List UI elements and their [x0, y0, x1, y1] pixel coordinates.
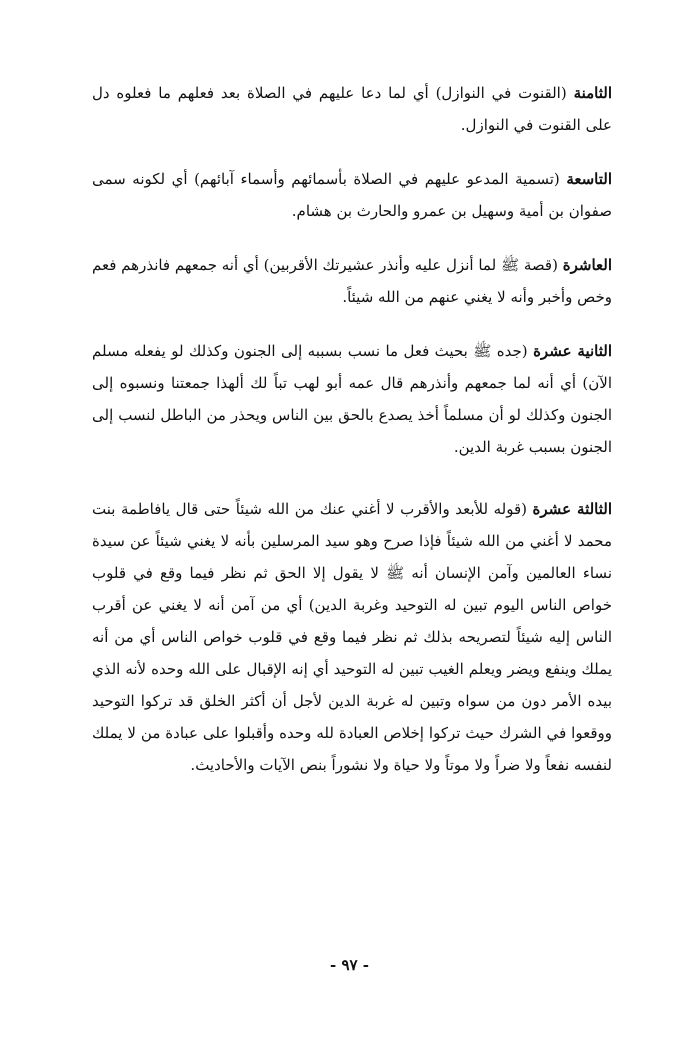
paragraph-tenth: [92, 249, 612, 313]
paragraph-body: (تسمية المدعو عليهم في الصلاة بأسمائهم وأسماء آبائهم) أي لكونه سمى صفوان بن أمية وسهيل بن عمرو والحارث بن هشام.: [92, 170, 612, 220]
paragraph-heading: التاسعة: [566, 170, 612, 188]
paragraph-heading: الثانية عشرة: [533, 342, 612, 360]
paragraph-thirteenth: [92, 493, 612, 781]
paragraph-eighth: [92, 77, 612, 141]
paragraph-twelfth: [92, 335, 612, 463]
paragraph-body: (قصة ﷺ لما أنزل عليه وأنذر عشيرتك الأقربين) أي أنه جمعهم فانذرهم فعم وخص وأخبر وأنه لا يغني عنهم من الله شيئاً.: [92, 256, 612, 306]
paragraph-body: (القنوت في النوازل) أي لما دعا عليهم في الصلاة بعد فعلهم ما فعلوه دل على القنوت في النوازل.: [92, 84, 612, 134]
paragraph-heading: العاشرة: [562, 256, 612, 274]
paragraph-heading: الثالثة عشرة: [532, 500, 612, 518]
paragraph-heading: الثامنة: [573, 84, 612, 102]
paragraph-ninth: [92, 163, 612, 227]
page-number: - ٩٧ -: [329, 956, 370, 974]
paragraph-body: (جده ﷺ بحيث فعل ما نسب بسببه إلى الجنون وكذلك لو يفعله مسلم الآن) أي أنه لما جمعهم وأنذرهم قال عمه أبو لهب تباً لك ألهذا جمعتنا ونسبوه إلى الجنون وكذلك لو أن مسلماً أخذ يصدع بالحق بين الناس ويحذر من الباطل لنسب إلى الجنون بسبب غربة الدين.: [92, 342, 612, 456]
paragraph-body: (قوله للأبعد والأقرب لا أغني عنك من الله شيئاً حتى قال يافاطمة بنت محمد لا أغني من الله شيئاً فإذا صرح وهو سيد المرسلين بأنه لا يغني شيئاً عن سيدة نساء العالمين وآمن الإنسان أنه ﷺ لا يقول إلا الحق ثم نظر فيما وقع في قلوب خواص الناس اليوم تبين له التوحيد وغربة الدين) أي من آمن أنه لا يغني عن أقرب الناس إليه شيئاً لتصريحه بذلك ثم نظر فيما وقع في قلوب خواص الناس أي من أنه يملك وينفع ويضر ويعلم الغيب تبين له التوحيد أي إنه الإقبال على الله وحده لأنه الذي بيده الأمر دون من سواه وتبين له غربة الدين لأجل أن أكثر الخلق قد تركوا التوحيد ووقعوا في الشرك حيث تركوا إخلاص العبادة لله وحده وأقبلوا على عبادة من لا يملك لنفسه نفعاً ولا ضراً ولا موتاً ولا حياة ولا نشوراً بنص الآيات والأحاديث.: [92, 500, 612, 774]
